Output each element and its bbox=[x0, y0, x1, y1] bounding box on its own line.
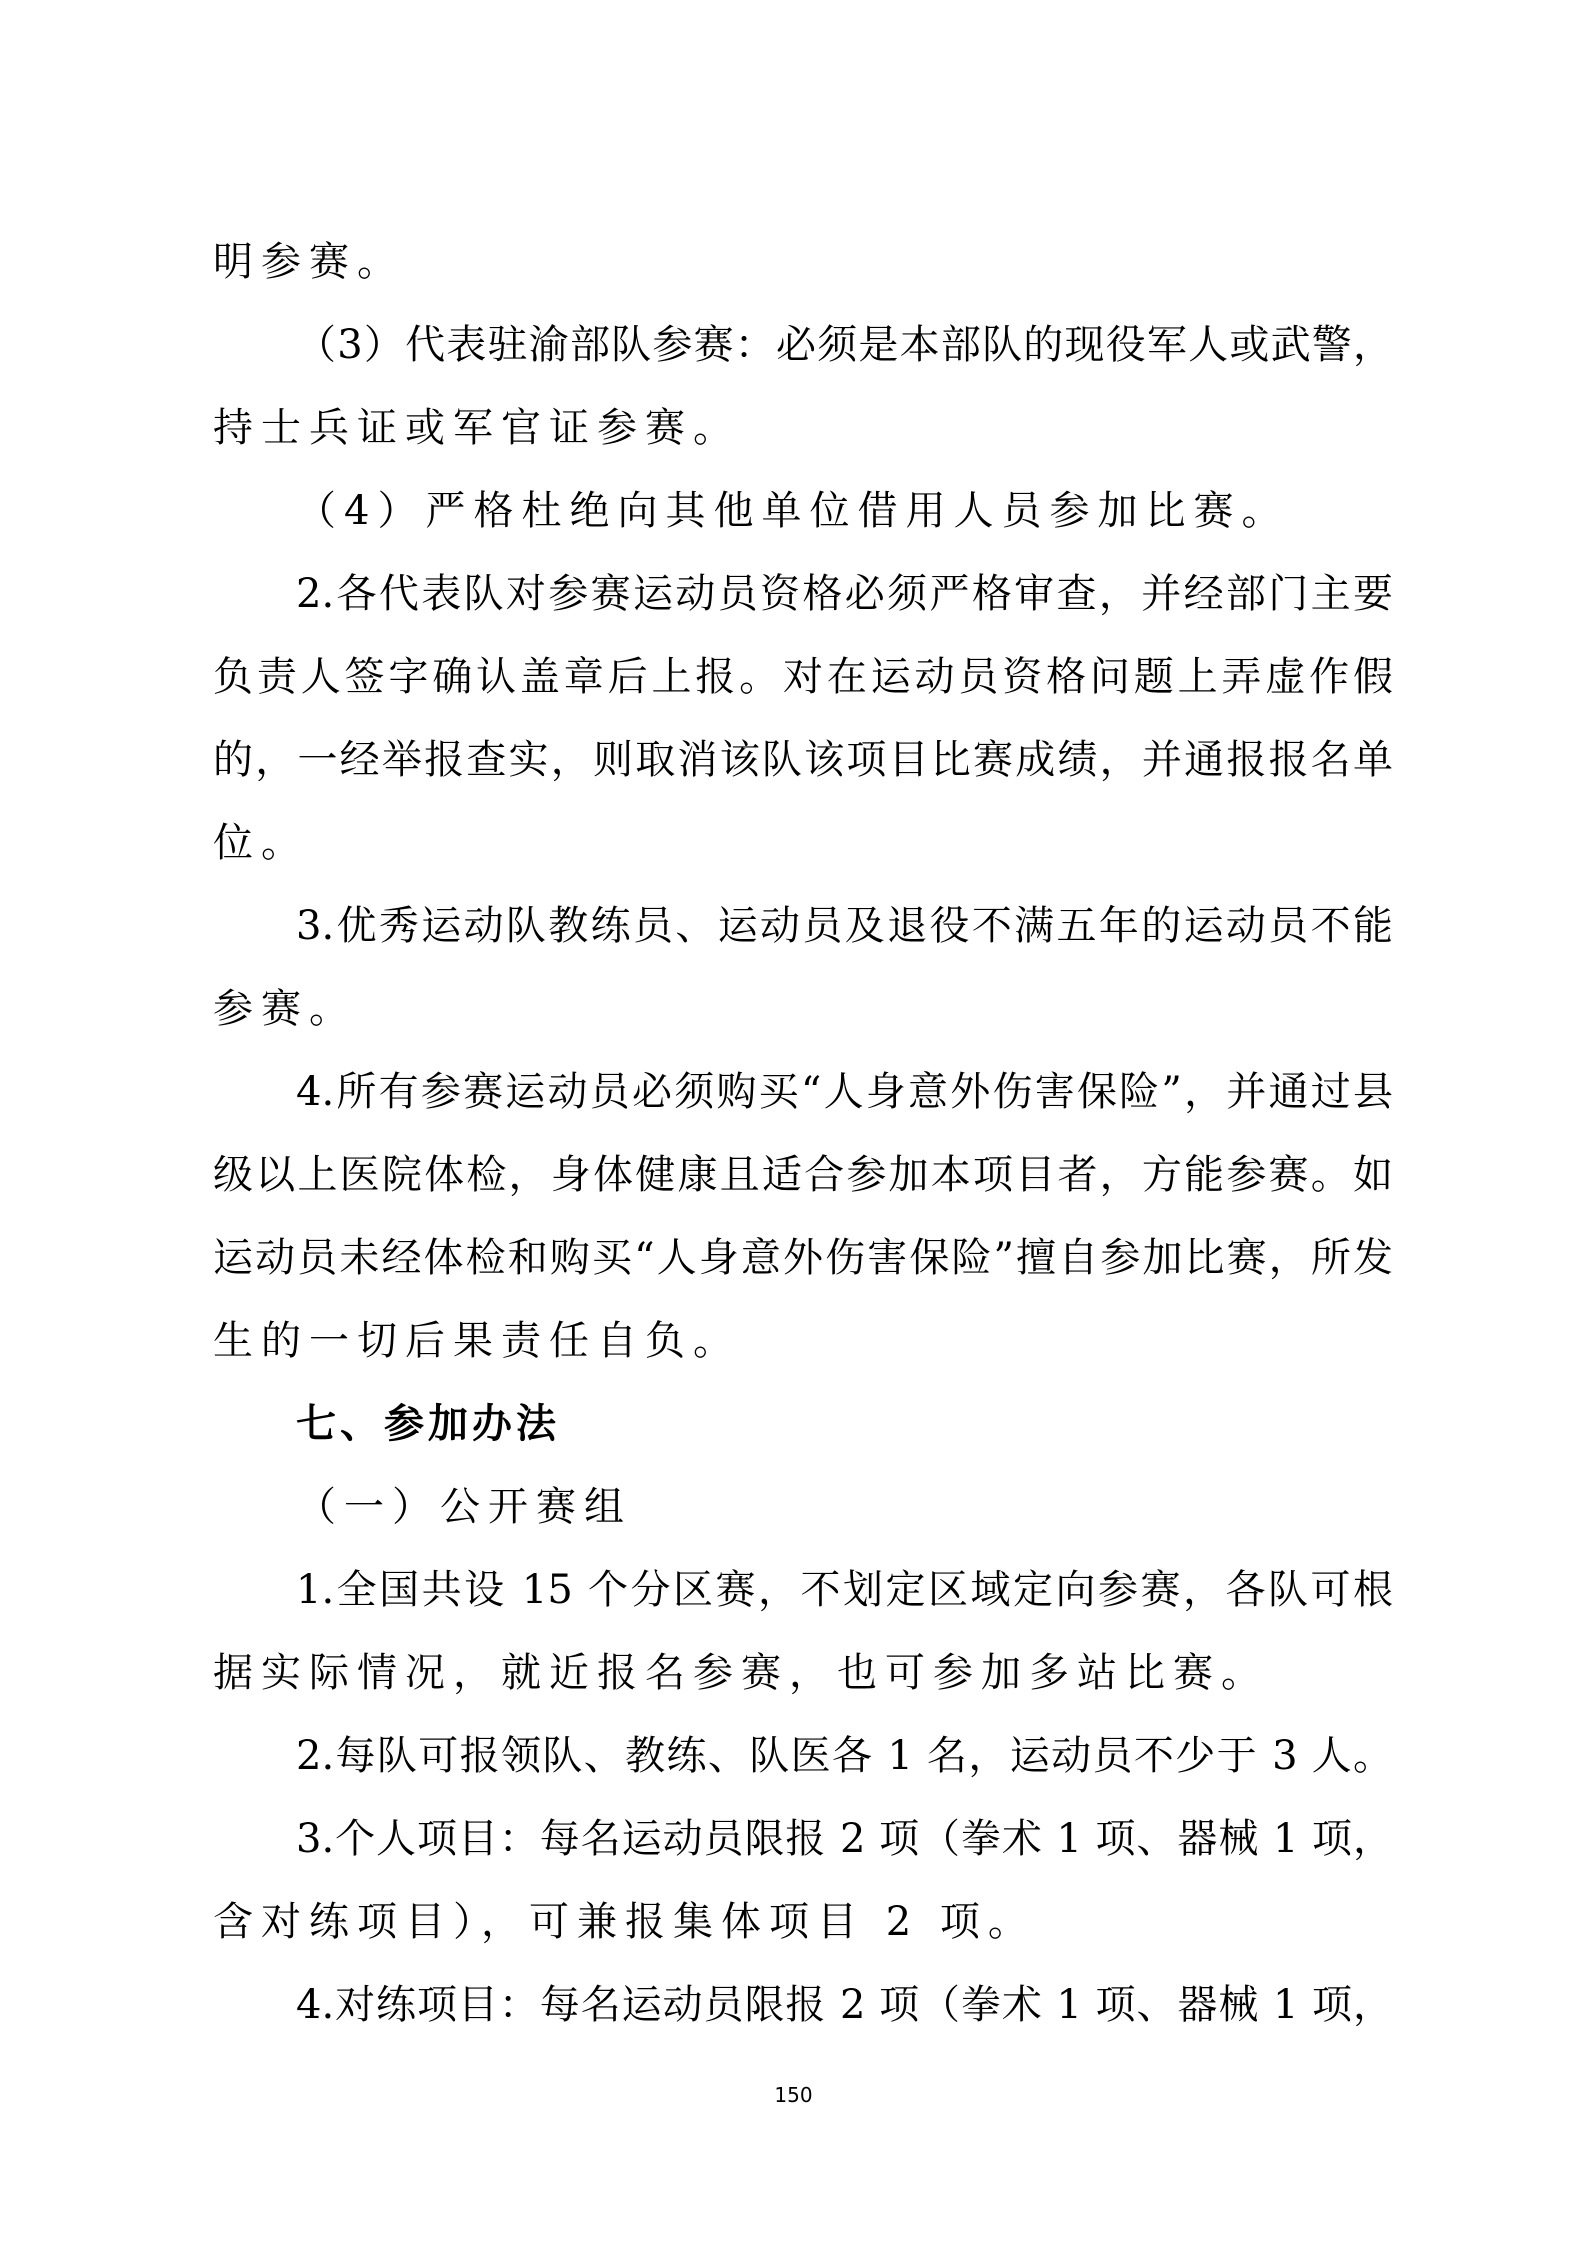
section-heading: 七、参加办法 bbox=[296, 1401, 560, 1447]
text-line-12: 级以上医院体检，身体健康且适合参加本项目者，方能参赛。如 bbox=[213, 1152, 1393, 1198]
text-line-7: 的，一经举报查实，则取消该队该项目比赛成绩，并通报报名单 bbox=[213, 737, 1393, 783]
text-line-18: 据实际情况，就近报名参赛，也可参加多站比赛。 bbox=[213, 1650, 1269, 1696]
text-line-11: 4.所有参赛运动员必须购买“人身意外伤害保险”，并通过县 bbox=[296, 1069, 1393, 1115]
text-line-19: 2.每队可报领队、教练、队医各 1 名，运动员不少于 3 人。 bbox=[296, 1733, 1393, 1779]
text-line-17: 1.全国共设 15 个分区赛，不划定区域定向参赛，各队可根 bbox=[296, 1567, 1393, 1613]
text-line-6: 负责人签字确认盖章后上报。对在运动员资格问题上弄虚作假 bbox=[213, 654, 1393, 700]
page-number: 150 bbox=[774, 2083, 813, 2107]
text-line-22: 4.对练项目：每名运动员限报 2 项（拳术 1 项、器械 1 项， bbox=[296, 1982, 1393, 2028]
subsection-heading: （一）公开赛组 bbox=[296, 1484, 632, 1530]
text-line-4: （4）严格杜绝向其他单位借用人员参加比赛。 bbox=[296, 488, 1290, 534]
text-line-9: 3.优秀运动队教练员、运动员及退役不满五年的运动员不能 bbox=[296, 903, 1393, 949]
text-line-8: 位。 bbox=[213, 820, 309, 866]
text-line-1: 明参赛。 bbox=[213, 239, 405, 285]
text-line-13: 运动员未经体检和购买“人身意外伤害保险”擅自参加比赛，所发 bbox=[213, 1235, 1393, 1281]
text-line-10: 参赛。 bbox=[213, 986, 357, 1032]
text-line-14: 生的一切后果责任自负。 bbox=[213, 1318, 741, 1364]
text-line-20: 3.个人项目：每名运动员限报 2 项（拳术 1 项、器械 1 项， bbox=[296, 1816, 1393, 1862]
text-line-3: 持士兵证或军官证参赛。 bbox=[213, 405, 741, 451]
text-line-5: 2.各代表队对参赛运动员资格必须严格审查，并经部门主要 bbox=[296, 571, 1393, 617]
text-line-2: （3）代表驻渝部队参赛：必须是本部队的现役军人或武警， bbox=[296, 322, 1393, 368]
text-line-21: 含对练项目），可兼报集体项目 2 项。 bbox=[213, 1899, 1036, 1945]
